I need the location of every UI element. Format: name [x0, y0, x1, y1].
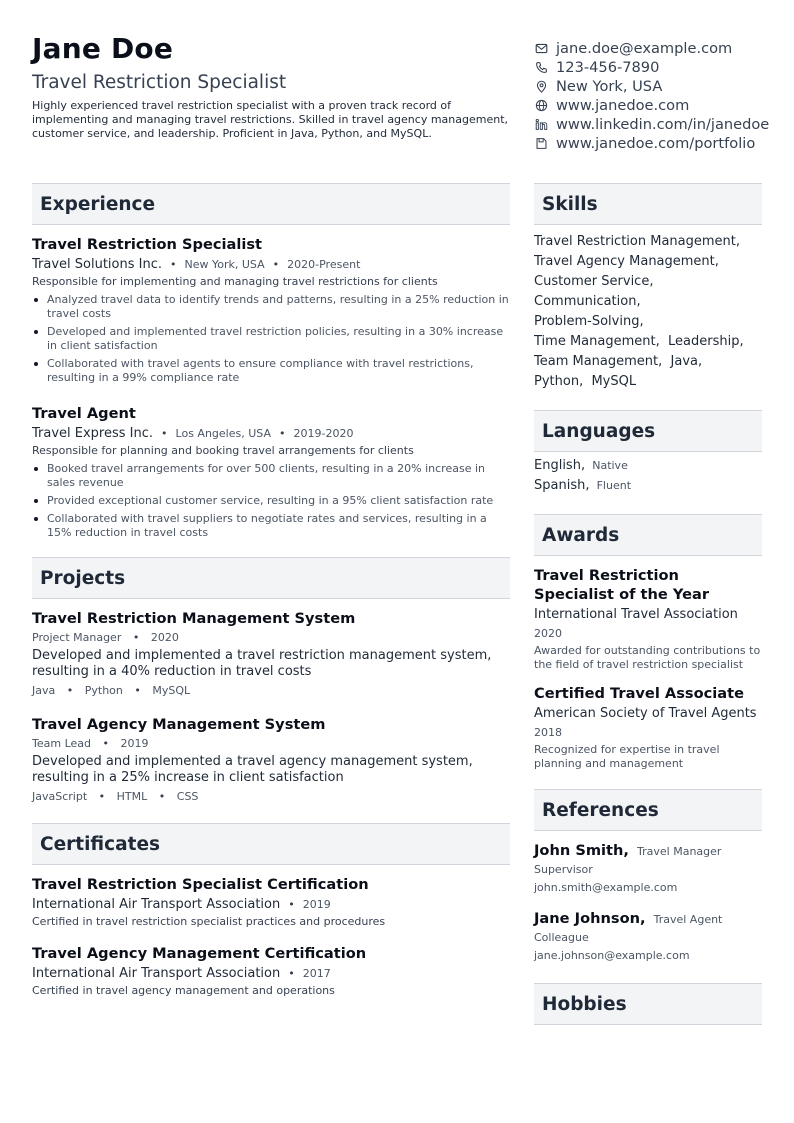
job-meta — [32, 256, 510, 274]
award-title: Certified Travel Associate — [534, 685, 744, 702]
award-year: 2020 — [534, 627, 562, 640]
awards-heading: Awards — [534, 514, 762, 556]
skill-item: Python, — [534, 374, 584, 389]
language-level: Fluent — [596, 479, 632, 492]
job-description: Responsible for implementing and managing travel restrictions for clients — [32, 275, 438, 288]
contact-linkedin-value: www.linkedin.com/in/janedoe — [556, 116, 770, 133]
award-description: Awarded for outstanding contributions to the field of travel restriction specialist — [534, 644, 761, 671]
contact-location — [534, 77, 792, 96]
linkedin-icon — [534, 118, 548, 132]
experience-item — [32, 404, 510, 540]
skill-item: MySQL — [591, 374, 637, 389]
reference-name-line: John Smith, Travel Manager — [534, 842, 722, 859]
project-description: Developed and implemented a travel restriction management system, resulting in a 40% reduction in travel costs — [32, 648, 492, 679]
phone-icon — [534, 61, 548, 75]
language-level: Native — [592, 459, 628, 472]
reference-relation: Colleague — [534, 931, 589, 944]
tech-tag: Python — [84, 684, 123, 697]
separator-dot: • — [278, 427, 286, 440]
reference-email[interactable]: jane.johnson@example.com — [534, 949, 690, 962]
separator-dot: • — [158, 790, 166, 803]
left-column — [32, 183, 510, 998]
project-role: Project Manager — [32, 631, 122, 644]
award-item — [534, 684, 762, 771]
job-dates: 2019-2020 — [293, 427, 354, 440]
award-organization: American Society of Travel Agents — [534, 706, 757, 721]
project-meta — [32, 630, 510, 645]
award-item — [534, 566, 762, 672]
language-name: Spanish — [534, 478, 586, 493]
portfolio-icon — [534, 137, 548, 151]
project-description: Developed and implemented a travel agency management system, resulting in a 25% increase in client satisfaction — [32, 754, 473, 785]
achievement-item: Collaborated with travel suppliers to negotiate rates and services, resulting in a 15% reduction in travel costs — [32, 512, 510, 540]
hobbies-heading: Hobbies — [534, 983, 762, 1025]
project-tech — [32, 683, 510, 698]
reference-position: Travel Agent — [653, 913, 723, 926]
certificate-year: 2017 — [302, 967, 331, 980]
certificate-year: 2019 — [302, 898, 331, 911]
reference-name-line: Jane Johnson, Travel Agent — [534, 910, 723, 927]
contact-list — [534, 39, 792, 153]
certificate-description: Certified in travel agency management and operations — [32, 984, 335, 997]
skill-item: Problem-Solving, — [534, 314, 644, 329]
certificate-meta — [32, 965, 510, 983]
contact-email[interactable] — [534, 39, 792, 58]
separator-dot: • — [288, 898, 295, 911]
project-year: 2019 — [120, 737, 149, 750]
job-company: Travel Solutions Inc. — [32, 257, 162, 272]
achievement-item: Developed and implemented travel restriction policies, resulting in a 30% increase in client satisfaction — [32, 325, 510, 353]
skill-item: Leadership, — [668, 334, 744, 349]
reference-position: Travel Manager — [637, 845, 722, 858]
job-description: Responsible for planning and booking travel arrangements for clients — [32, 444, 414, 457]
candidate-name: Jane Doe — [32, 32, 174, 65]
job-dates: 2020-Present — [287, 258, 361, 271]
separator-dot: • — [132, 631, 140, 644]
achievement-item: Analyzed travel data to identify trends and patterns, resulting in a 25% reduction in travel costs — [32, 293, 510, 321]
skill-item: Travel Restriction Management, — [534, 234, 741, 249]
skill-item: Time Management, — [534, 334, 660, 349]
job-meta — [32, 425, 510, 443]
separator-dot: • — [161, 427, 168, 440]
contact-phone-value: 123-456-7890 — [556, 59, 660, 76]
contact-portfolio[interactable] — [534, 134, 792, 153]
language-item: Spanish, Fluent — [534, 478, 632, 493]
certificate-meta — [32, 896, 510, 914]
certificate-item — [32, 875, 510, 929]
certificate-title: Travel Restriction Specialist Certification — [32, 876, 369, 893]
reference-name: John Smith — [534, 842, 624, 859]
reference-item — [534, 909, 762, 965]
experience-heading: Experience — [32, 183, 510, 225]
summary-text: Highly experienced travel restriction specialist with a proven track record of implementing and managing travel restrictions. Skilled in travel agency management, customer service, and leadership. Proficient in Java, Python, and MySQL. — [32, 99, 509, 140]
contact-website[interactable] — [534, 96, 792, 115]
project-tech — [32, 789, 510, 804]
separator-dot: • — [98, 790, 106, 803]
tech-tag: JavaScript — [32, 790, 88, 803]
job-achievements — [32, 462, 510, 540]
certificates-heading: Certificates — [32, 823, 510, 865]
tech-tag: MySQL — [152, 684, 191, 697]
references-heading: References — [534, 789, 762, 831]
skill-item: Communication, — [534, 294, 641, 309]
separator-dot: • — [102, 737, 109, 750]
certificate-description: Certified in travel restriction specialist practices and procedures — [32, 915, 386, 928]
project-title: Travel Restriction Management System — [32, 610, 356, 627]
separator-dot: • — [134, 684, 141, 697]
certificate-issuer: International Air Transport Association — [32, 897, 281, 912]
skills-heading: Skills — [534, 183, 762, 225]
experience-item — [32, 235, 510, 385]
contact-portfolio-value: www.janedoe.com/portfolio — [556, 135, 756, 152]
contact-phone[interactable] — [534, 58, 792, 77]
achievement-item: Booked travel arrangements for over 500 clients, resulting in a 20% increase in sales revenue — [32, 462, 510, 490]
job-title: Travel Agent — [32, 405, 136, 422]
certificate-item — [32, 944, 510, 998]
reference-name: Jane Johnson — [534, 910, 640, 927]
skill-item: Travel Agency Management, — [534, 254, 719, 269]
project-item — [32, 715, 510, 804]
project-title: Travel Agency Management System — [32, 716, 326, 733]
skill-item: Customer Service, — [534, 274, 654, 289]
job-title: Travel Restriction Specialist — [32, 236, 263, 253]
award-description: Recognized for expertise in travel planning and management — [534, 743, 720, 770]
projects-heading: Projects — [32, 557, 510, 599]
languages-list — [534, 456, 762, 496]
language-item: English, Native — [534, 458, 628, 473]
job-company: Travel Express Inc. — [32, 426, 154, 441]
job-location: New York, USA — [184, 258, 265, 271]
tech-tag: Java — [32, 684, 56, 697]
separator-dot: • — [288, 967, 295, 980]
contact-location-value: New York, USA — [556, 78, 663, 95]
certificate-title: Travel Agency Management Certification — [32, 945, 367, 962]
globe-icon — [534, 99, 548, 113]
reference-item — [534, 841, 762, 897]
job-achievements — [32, 293, 510, 385]
achievement-item: Collaborated with travel agents to ensure compliance with travel restrictions, resulting in a 99% compliance rate — [32, 357, 510, 385]
project-item — [32, 609, 510, 698]
award-year: 2018 — [534, 726, 562, 739]
reference-email[interactable]: john.smith@example.com — [534, 881, 678, 894]
languages-heading: Languages — [534, 410, 762, 452]
skill-item: Java, — [670, 354, 703, 369]
reference-relation: Supervisor — [534, 863, 593, 876]
award-organization: International Travel Association — [534, 607, 738, 622]
location-icon — [534, 80, 548, 94]
certificate-issuer: International Air Transport Association — [32, 966, 281, 981]
tech-tag: CSS — [176, 790, 199, 803]
project-meta — [32, 736, 510, 751]
contact-linkedin[interactable] — [534, 115, 792, 134]
mail-icon — [534, 42, 548, 56]
project-year: 2020 — [150, 631, 179, 644]
achievement-item: Provided exceptional customer service, resulting in a 95% client satisfaction rate — [32, 494, 510, 508]
right-column — [534, 183, 762, 1025]
separator-dot: • — [170, 258, 177, 271]
separator-dot: • — [272, 258, 280, 271]
candidate-title: Travel Restriction Specialist — [32, 72, 287, 93]
separator-dot: • — [66, 684, 74, 697]
contact-website-value: www.janedoe.com — [556, 97, 690, 114]
tech-tag: HTML — [116, 790, 148, 803]
project-role: Team Lead — [32, 737, 91, 750]
award-title: Travel Restriction Specialist of the Year — [534, 567, 710, 603]
skills-list — [534, 232, 762, 392]
job-location: Los Angeles, USA — [175, 427, 271, 440]
skill-item: Team Management, — [534, 354, 663, 369]
language-name: English — [534, 458, 581, 473]
contact-email-value: jane.doe@example.com — [556, 40, 733, 57]
